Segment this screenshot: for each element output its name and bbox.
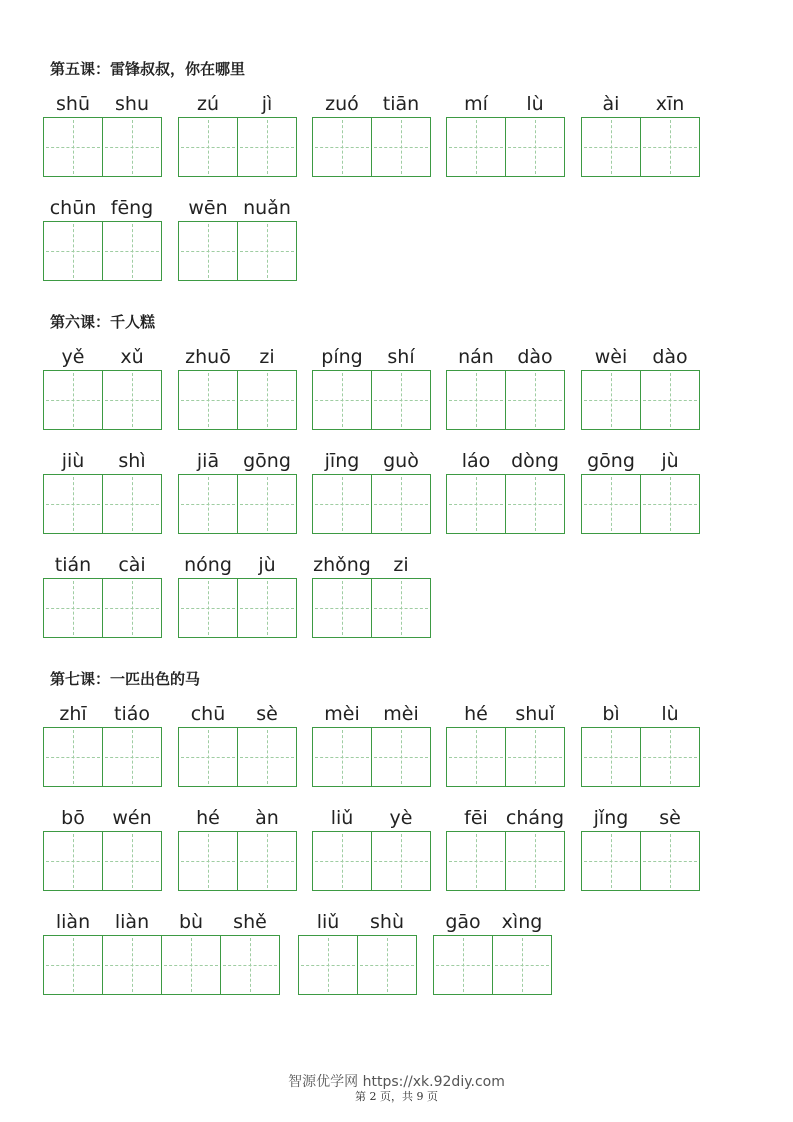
pinyin-syllable: bù	[178, 911, 204, 933]
pinyin-syllable: hé	[196, 807, 220, 829]
word-writing-group	[312, 702, 431, 788]
writing-box-row	[43, 935, 280, 995]
writing-box-row	[43, 117, 162, 177]
pinyin-syllable: jù	[661, 450, 679, 472]
word-writing-group	[312, 449, 431, 535]
pinyin-syllable: shì	[118, 450, 146, 472]
tian-zi-ge-writing-cell[interactable]	[102, 578, 162, 638]
pinyin-syllable: chūn	[49, 197, 97, 219]
word-writing-group	[446, 702, 565, 788]
writing-box-row	[312, 831, 431, 891]
writing-box-row	[433, 935, 552, 995]
pinyin-syllable: zhǒng	[313, 554, 371, 576]
tian-zi-ge-writing-cell[interactable]	[312, 117, 372, 177]
tian-zi-ge-writing-cell[interactable]	[505, 117, 565, 177]
pinyin-syllable: wēn	[188, 197, 228, 219]
tian-zi-ge-writing-cell[interactable]	[371, 370, 431, 430]
tian-zi-ge-writing-cell[interactable]	[446, 117, 506, 177]
footer-page-number: 第 2 页，共 9 页	[355, 1090, 438, 1103]
pinyin-syllable: jīng	[324, 450, 360, 472]
word-writing-group	[312, 553, 431, 639]
tian-zi-ge-writing-cell[interactable]	[640, 727, 700, 787]
tian-zi-ge-writing-cell[interactable]	[237, 221, 297, 281]
pinyin-syllable: gāo	[445, 911, 481, 933]
writing-box-row	[178, 370, 297, 430]
writing-box-row	[446, 831, 565, 891]
pinyin-syllable: mèi	[324, 703, 360, 725]
tian-zi-ge-writing-cell[interactable]	[43, 578, 103, 638]
word-writing-group	[178, 806, 297, 892]
tian-zi-ge-writing-cell[interactable]	[581, 727, 641, 787]
pinyin-syllable: fēi	[464, 807, 488, 829]
tian-zi-ge-writing-cell[interactable]	[178, 578, 238, 638]
word-writing-group	[581, 702, 700, 788]
tian-zi-ge-writing-cell[interactable]	[161, 935, 221, 995]
pinyin-syllable: nán	[458, 346, 494, 368]
word-writing-group	[178, 92, 297, 178]
lesson-title: 第六课：千人糕	[50, 313, 156, 331]
tian-zi-ge-writing-cell[interactable]	[178, 831, 238, 891]
word-writing-group	[178, 702, 297, 788]
pinyin-syllable: mí	[464, 93, 488, 115]
word-writing-group	[446, 345, 565, 431]
tian-zi-ge-writing-cell[interactable]	[237, 831, 297, 891]
word-writing-group	[312, 92, 431, 178]
pinyin-syllable: cài	[118, 554, 146, 576]
tian-zi-ge-writing-cell[interactable]	[43, 935, 103, 995]
tian-zi-ge-writing-cell[interactable]	[237, 370, 297, 430]
pinyin-syllable: sè	[256, 703, 278, 725]
pinyin-syllable: jù	[258, 554, 276, 576]
writing-box-row	[581, 370, 700, 430]
tian-zi-ge-writing-cell[interactable]	[43, 831, 103, 891]
tian-zi-ge-writing-cell[interactable]	[581, 370, 641, 430]
pinyin-syllable: shuǐ	[515, 703, 555, 725]
pinyin-syllable: jì	[261, 93, 273, 115]
tian-zi-ge-writing-cell[interactable]	[371, 578, 431, 638]
tian-zi-ge-writing-cell[interactable]	[446, 831, 506, 891]
writing-box-row	[312, 117, 431, 177]
pinyin-syllable: zi	[259, 346, 275, 368]
writing-box-row	[43, 578, 162, 638]
tian-zi-ge-writing-cell[interactable]	[640, 831, 700, 891]
tian-zi-ge-writing-cell[interactable]	[505, 727, 565, 787]
writing-box-row	[312, 578, 431, 638]
pinyin-syllable: lù	[526, 93, 544, 115]
writing-box-row	[178, 831, 297, 891]
word-writing-group	[178, 449, 297, 535]
writing-box-row	[446, 727, 565, 787]
pinyin-syllable: liàn	[114, 911, 150, 933]
pinyin-syllable: zhī	[59, 703, 87, 725]
pinyin-syllable: àn	[255, 807, 279, 829]
tian-zi-ge-writing-cell[interactable]	[312, 370, 372, 430]
tian-zi-ge-writing-cell[interactable]	[298, 935, 358, 995]
writing-box-row	[178, 578, 297, 638]
word-writing-group	[178, 345, 297, 431]
pinyin-syllable: shě	[233, 911, 267, 933]
pinyin-syllable: lù	[661, 703, 679, 725]
word-writing-group	[433, 910, 552, 996]
word-writing-group	[581, 449, 700, 535]
tian-zi-ge-writing-cell[interactable]	[102, 370, 162, 430]
lesson-title: 第七课：一匹出色的马	[50, 670, 201, 688]
tian-zi-ge-writing-cell[interactable]	[312, 474, 372, 534]
word-writing-group	[446, 449, 565, 535]
pinyin-syllable: bì	[602, 703, 620, 725]
pinyin-syllable: láo	[461, 450, 491, 472]
pinyin-syllable: bō	[61, 807, 85, 829]
pinyin-syllable: shū	[56, 93, 90, 115]
tian-zi-ge-writing-cell[interactable]	[640, 117, 700, 177]
pinyin-syllable: shí	[387, 346, 415, 368]
pinyin-syllable: píng	[321, 346, 363, 368]
writing-box-row	[178, 117, 297, 177]
pinyin-syllable: shù	[370, 911, 404, 933]
pinyin-syllable: wén	[112, 807, 152, 829]
tian-zi-ge-writing-cell[interactable]	[581, 117, 641, 177]
word-writing-group	[446, 92, 565, 178]
tian-zi-ge-writing-cell[interactable]	[312, 831, 372, 891]
pinyin-syllable: yè	[389, 807, 413, 829]
pinyin-syllable: wèi	[594, 346, 628, 368]
pinyin-syllable: liǔ	[316, 911, 340, 933]
tian-zi-ge-writing-cell[interactable]	[43, 727, 103, 787]
word-writing-group	[312, 345, 431, 431]
pinyin-syllable: dào	[517, 346, 553, 368]
pinyin-syllable: liǔ	[330, 807, 354, 829]
word-writing-group	[581, 806, 700, 892]
word-writing-group	[43, 553, 162, 639]
tian-zi-ge-writing-cell[interactable]	[371, 727, 431, 787]
word-writing-group	[178, 553, 297, 639]
pinyin-syllable: gōng	[587, 450, 635, 472]
word-writing-group	[43, 449, 162, 535]
pinyin-syllable: xīn	[655, 93, 685, 115]
tian-zi-ge-writing-cell[interactable]	[178, 727, 238, 787]
tian-zi-ge-writing-cell[interactable]	[220, 935, 280, 995]
pinyin-syllable: nuǎn	[243, 197, 291, 219]
pinyin-syllable: jiā	[196, 450, 220, 472]
pinyin-syllable: zhuō	[185, 346, 231, 368]
tian-zi-ge-writing-cell[interactable]	[178, 117, 238, 177]
tian-zi-ge-writing-cell[interactable]	[446, 727, 506, 787]
pinyin-syllable: fēng	[110, 197, 154, 219]
word-writing-group	[43, 702, 162, 788]
word-writing-group	[581, 345, 700, 431]
writing-box-row	[43, 221, 162, 281]
pinyin-syllable: nóng	[184, 554, 232, 576]
pinyin-syllable: sè	[659, 807, 681, 829]
pinyin-syllable: ài	[602, 93, 620, 115]
pinyin-syllable: dòng	[511, 450, 559, 472]
tian-zi-ge-writing-cell[interactable]	[102, 221, 162, 281]
pinyin-syllable: cháng	[505, 807, 565, 829]
pinyin-syllable: tiān	[382, 93, 420, 115]
tian-zi-ge-writing-cell[interactable]	[237, 117, 297, 177]
tian-zi-ge-writing-cell[interactable]	[492, 935, 552, 995]
pinyin-syllable: zuó	[325, 93, 359, 115]
writing-box-row	[43, 831, 162, 891]
pinyin-syllable: jiù	[61, 450, 85, 472]
tian-zi-ge-writing-cell[interactable]	[312, 578, 372, 638]
pinyin-syllable: liàn	[55, 911, 91, 933]
writing-box-row	[43, 370, 162, 430]
writing-box-row	[312, 474, 431, 534]
word-writing-group	[298, 910, 417, 996]
pinyin-syllable: xǔ	[120, 346, 144, 368]
tian-zi-ge-writing-cell[interactable]	[237, 474, 297, 534]
tian-zi-ge-writing-cell[interactable]	[102, 474, 162, 534]
footer-site-watermark: 智源优学网 https://xk.92diy.com	[288, 1074, 505, 1090]
writing-box-row	[178, 727, 297, 787]
writing-box-row	[581, 727, 700, 787]
word-writing-group	[43, 910, 280, 996]
word-writing-group	[43, 806, 162, 892]
pinyin-syllable: mèi	[383, 703, 419, 725]
tian-zi-ge-writing-cell[interactable]	[43, 117, 103, 177]
pinyin-syllable: yě	[61, 346, 85, 368]
tian-zi-ge-writing-cell[interactable]	[43, 370, 103, 430]
tian-zi-ge-writing-cell[interactable]	[371, 831, 431, 891]
writing-box-row	[312, 727, 431, 787]
word-writing-group	[312, 806, 431, 892]
tian-zi-ge-writing-cell[interactable]	[43, 474, 103, 534]
pinyin-syllable: gōng	[243, 450, 291, 472]
writing-box-row	[446, 370, 565, 430]
tian-zi-ge-writing-cell[interactable]	[505, 831, 565, 891]
writing-box-row	[178, 474, 297, 534]
tian-zi-ge-writing-cell[interactable]	[312, 727, 372, 787]
pinyin-syllable: shu	[115, 93, 149, 115]
writing-box-row	[581, 117, 700, 177]
word-writing-group	[43, 345, 162, 431]
pinyin-syllable: dào	[652, 346, 688, 368]
tian-zi-ge-writing-cell[interactable]	[102, 831, 162, 891]
tian-zi-ge-writing-cell[interactable]	[178, 474, 238, 534]
tian-zi-ge-writing-cell[interactable]	[102, 117, 162, 177]
word-writing-group	[446, 806, 565, 892]
pinyin-syllable: xìng	[501, 911, 543, 933]
tian-zi-ge-writing-cell[interactable]	[446, 370, 506, 430]
writing-box-row	[446, 474, 565, 534]
pinyin-syllable: tiáo	[114, 703, 150, 725]
tian-zi-ge-writing-cell[interactable]	[446, 474, 506, 534]
tian-zi-ge-writing-cell[interactable]	[505, 474, 565, 534]
pinyin-syllable: hé	[464, 703, 488, 725]
tian-zi-ge-writing-cell[interactable]	[357, 935, 417, 995]
tian-zi-ge-writing-cell[interactable]	[433, 935, 493, 995]
word-writing-group	[43, 92, 162, 178]
tian-zi-ge-writing-cell[interactable]	[640, 474, 700, 534]
writing-box-row	[312, 370, 431, 430]
writing-box-row	[581, 831, 700, 891]
tian-zi-ge-writing-cell[interactable]	[178, 221, 238, 281]
writing-box-row	[43, 474, 162, 534]
tian-zi-ge-writing-cell[interactable]	[237, 727, 297, 787]
tian-zi-ge-writing-cell[interactable]	[237, 578, 297, 638]
writing-box-row	[446, 117, 565, 177]
pinyin-syllable: zú	[196, 93, 219, 115]
writing-box-row	[298, 935, 417, 995]
word-writing-group	[178, 196, 297, 282]
tian-zi-ge-writing-cell[interactable]	[102, 727, 162, 787]
tian-zi-ge-writing-cell[interactable]	[43, 221, 103, 281]
lesson-title: 第五课：雷锋叔叔，你在哪里	[50, 60, 246, 78]
tian-zi-ge-writing-cell[interactable]	[581, 474, 641, 534]
pinyin-syllable: guò	[383, 450, 419, 472]
tian-zi-ge-writing-cell[interactable]	[371, 117, 431, 177]
pinyin-syllable: tián	[54, 554, 92, 576]
pinyin-syllable: zi	[393, 554, 409, 576]
tian-zi-ge-writing-cell[interactable]	[581, 831, 641, 891]
tian-zi-ge-writing-cell[interactable]	[505, 370, 565, 430]
word-writing-group	[581, 92, 700, 178]
writing-box-row	[581, 474, 700, 534]
tian-zi-ge-writing-cell[interactable]	[102, 935, 162, 995]
writing-box-row	[43, 727, 162, 787]
writing-box-row	[178, 221, 297, 281]
tian-zi-ge-writing-cell[interactable]	[178, 370, 238, 430]
word-writing-group	[43, 196, 162, 282]
pinyin-syllable: chū	[190, 703, 226, 725]
tian-zi-ge-writing-cell[interactable]	[640, 370, 700, 430]
tian-zi-ge-writing-cell[interactable]	[371, 474, 431, 534]
pinyin-syllable: jǐng	[593, 807, 629, 829]
